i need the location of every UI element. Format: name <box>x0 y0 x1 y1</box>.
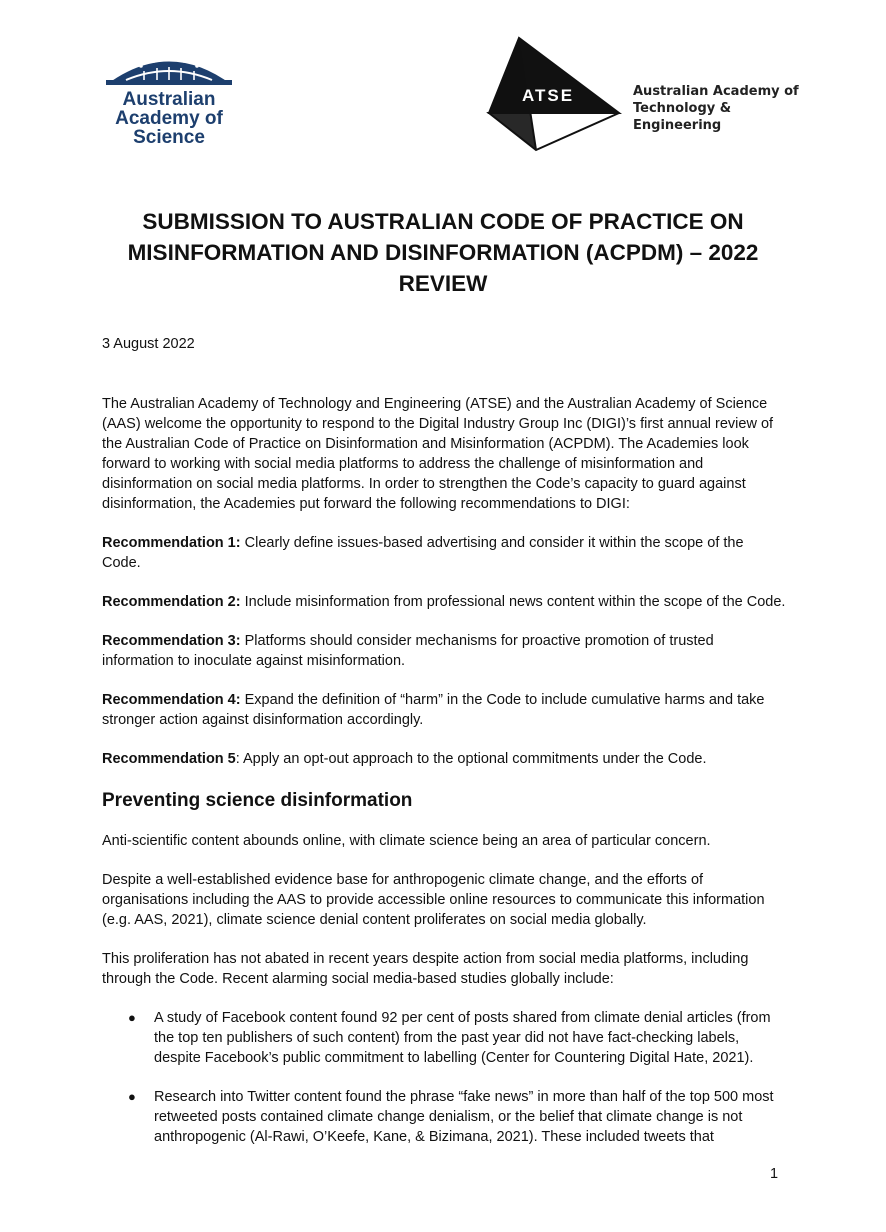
aas-logo-text <box>106 90 232 147</box>
list-item-text: Research into Twitter content found the phrase “fake news” in more than half of the top 500 most retweeted posts contained climate change denialism, or the belief that climate change is not anthropogenic (Al-Rawi, O’Keefe, Kane, & Bizimana, 2021). These included tweets that <box>154 1089 774 1145</box>
recommendation-text: Platforms should consider mechanisms for proactive promotion of trusted information to inoculate against misinformation. <box>102 633 714 669</box>
bullet-icon: ● <box>128 1089 136 1104</box>
atse-name-line: Australian Academy of <box>633 84 799 99</box>
list-item <box>102 1087 786 1147</box>
atse-mark-text: ATSE <box>522 86 575 105</box>
bullet-icon: ● <box>128 1010 136 1025</box>
document-body <box>102 394 786 1166</box>
recommendation-label: Recommendation 2: <box>102 594 241 610</box>
recommendations-list <box>102 533 786 769</box>
recommendation-item <box>102 749 786 769</box>
list-item-text: A study of Facebook content found 92 per cent of posts shared from climate denial articles (from the top ten publishers of such content) from the past year did not have fact-checking labels, despite Facebook’s public commitment to labelling (Center for Countering Digital Hate, 2021). <box>154 1010 771 1066</box>
recommendation-text: : Apply an opt-out approach to the optional commitments under the Code. <box>235 751 707 767</box>
section-heading: Preventing science disinformation <box>102 790 413 811</box>
body-paragraph: Despite a well-established evidence base for anthropogenic climate change, and the efforts of organisations including the AAS to provide accessible online resources to communicate this information (e.g. AAS, 2021), climate science denial content proliferates on social media globally. <box>102 872 765 928</box>
atse-name-line: Technology & Engineering <box>633 101 732 133</box>
recommendation-text: Expand the definition of “harm” in the Code to include cumulative harms and take stronger action against disinformation accordingly. <box>102 692 765 728</box>
document-date: 3 August 2022 <box>102 336 195 352</box>
aas-dome-icon <box>104 50 234 90</box>
aas-logo <box>104 50 234 150</box>
recommendation-item <box>102 631 786 671</box>
recommendation-text: Clearly define issues-based advertising and consider it within the scope of the Code. <box>102 535 744 571</box>
atse-name <box>633 83 816 134</box>
recommendation-item <box>102 533 786 573</box>
studies-bullet-list <box>102 1008 786 1147</box>
body-paragraph: This proliferation has not abated in recent years despite action from social media platforms, including through the Code. Recent alarming social media-based studies globally include: <box>102 951 749 987</box>
recommendation-label: Recommendation 5 <box>102 751 236 767</box>
recommendation-item <box>102 592 786 612</box>
document-title: SUBMISSION TO AUSTRALIAN CODE OF PRACTICE ON MISINFORMATION AND DISINFORMATION (ACPDM) – 2022 REVIEW <box>127 209 759 296</box>
aas-logo-line: Academy of <box>115 108 223 129</box>
page-number: 1 <box>770 1166 779 1182</box>
recommendation-label: Recommendation 1: <box>102 535 241 551</box>
intro-paragraph: The Australian Academy of Technology and Engineering (ATSE) and the Australian Academy of Science (AAS) welcome the opportunity to respond to the Digital Industry Group Inc (DIGI)’s first annual review of the Australian Code of Practice on Disinformation and Misinformation (ACPDM). The Academies look forward to working with social media platforms to address the challenge of misinformation and disinformation on social media platforms. In order to strengthen the Code’s capacity to guard against disinformation, the Academies put forward the following recommendations to DIGI: <box>102 396 774 512</box>
atse-logo <box>486 36 816 152</box>
recommendation-label: Recommendation 3: <box>102 633 241 649</box>
recommendation-item <box>102 690 786 730</box>
recommendation-text: Include misinformation from professional news content within the scope of the Code. <box>240 594 786 610</box>
list-item <box>102 1008 786 1068</box>
recommendation-label: Recommendation 4: <box>102 692 241 708</box>
body-paragraph: Anti-scientific content abounds online, with climate science being an area of particular concern. <box>102 833 711 849</box>
aas-logo-line: Australian <box>122 89 216 110</box>
aas-logo-line: Science <box>133 127 205 148</box>
